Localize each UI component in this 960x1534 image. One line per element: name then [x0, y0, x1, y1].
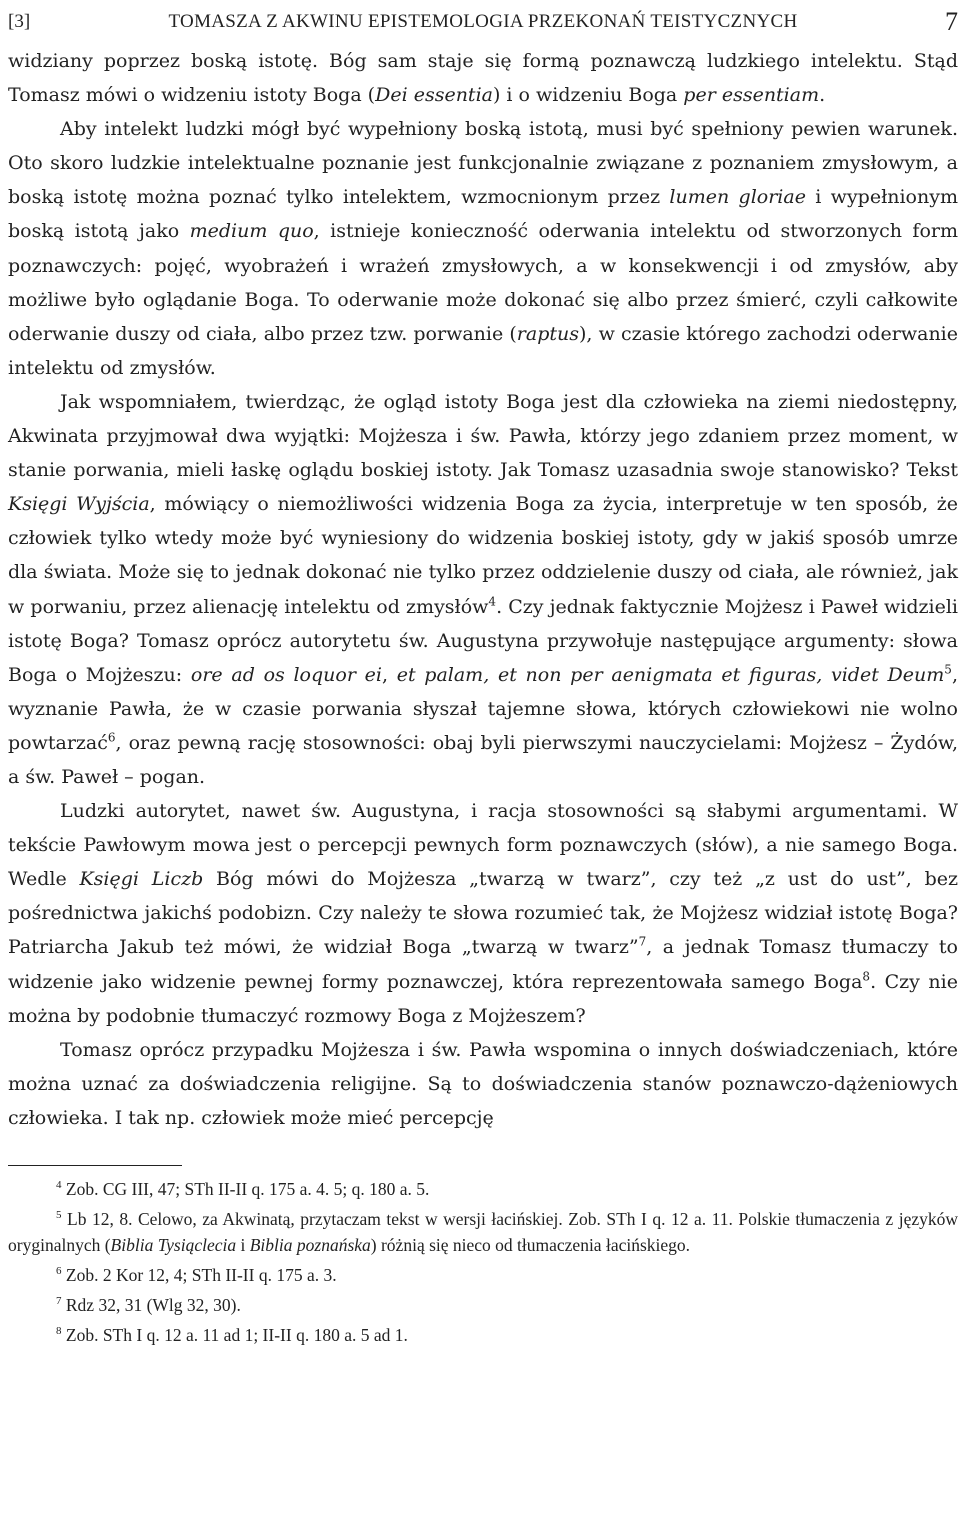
- body-paragraph: [8, 1033, 958, 1135]
- text-run: Bóg mówi do Mojżesza „twarzą w twarz”, czy też „z ust do ust”, bez pośrednictwa jakichś podobizn. Czy należy te słowa rozumieć tak, że Mojżesz widział istotę Boga? Patriarcha Jakub też mówi, że widział Boga „twarzą w twarz”: [8, 868, 958, 959]
- italic-text: Biblia Tysiąclecia: [110, 1235, 237, 1255]
- text-run: Tomasz oprócz przypadku Mojżesza i św. Pawła wspomina o innych doświadczeniach, które można uznać za doświadczenia religijne. Są to doświadczenia stanów poznawczo-dążeniowych człowieka. I tak np. człowiek może mieć percepcję: [8, 1038, 958, 1129]
- body-paragraph: [8, 44, 958, 112]
- footnote: [8, 1262, 958, 1288]
- text-run: Lb 12, 8. Celowo, za Akwinatą, przytaczam tekst w wersji łacińskiej. Zob. STh I q. 12 a. 11. Polskie tłumaczenia z języków oryginalnych (: [8, 1209, 958, 1255]
- footnote-marker: 7: [638, 935, 647, 950]
- text-run: , wyznanie Pawła, że w czasie porwania słyszał tajemne słowa, których człowiekowi nie wolno powtarzać: [8, 663, 958, 754]
- text-run: ), w czasie którego zachodzi oderwanie intelektu od zmysłów.: [8, 322, 959, 379]
- body-paragraph: [8, 385, 958, 794]
- text-run: , mówiący o niemożliwości widzenia Boga za życia, interpretuje w ten sposób, że człowiek tylko wtedy może być wyniesiony do widzenia boskiej istoty, gdy w jakiś sposób umrze dla świata. Może się to jednak dokonać nie tylko przez oddzielenie duszy od ciała, ale również, jak w porwaniu, przez alienację intelektu od zmysłów: [8, 493, 958, 618]
- footnote-marker: 4: [56, 1179, 62, 1192]
- footnote: [8, 1206, 958, 1258]
- text-run: .: [819, 84, 826, 107]
- text-run: ) różnią się nieco od tłumaczenia łacińskiego.: [370, 1235, 691, 1255]
- italic-text: lumen gloriae: [669, 186, 806, 209]
- text-run: , a jednak Tomasz tłumaczy to widzenie jako widzenie pewnej formy poznawczej, która reprezentowała samego Boga: [8, 936, 958, 993]
- document-page: [8, 0, 958, 1352]
- text-run: Zob. STh I q. 12 a. 11 ad 1; II-II q. 180 a. 5 ad 1.: [61, 1325, 408, 1345]
- italic-text: Księgi Wyjścia: [8, 493, 150, 516]
- running-header: [8, 2, 958, 42]
- footnote-marker: 7: [56, 1295, 62, 1308]
- text-run: ) i o widzeniu Boga: [492, 84, 684, 107]
- italic-text: medium quo: [189, 220, 314, 243]
- italic-text: Biblia poznańska: [249, 1235, 371, 1255]
- text-run: i wypełnionym boską istotą jako: [8, 186, 958, 243]
- text-run: widziany poprzez boską istotę. Bóg sam staje się formą poznawczą ludzkiego intelektu. Stąd Tomasz mówi o widzeniu istoty Boga (: [8, 50, 958, 107]
- body-paragraph: [8, 794, 958, 1033]
- text-run: . Czy jednak faktycznie Mojżesz i Paweł widzieli istotę Boga? Tomasz oprócz autorytetu św. Augustyna przywołuje następujące argumenty: słowa Boga o Mojżeszu:: [8, 595, 958, 686]
- body-paragraph: [8, 112, 958, 385]
- text-run: Jak wspomniałem, twierdząc, że ogląd istoty Boga jest dla człowieka na ziemi niedostępny, Akwinata przyjmował dwa wyjątki: Mojżesza i św. Pawła, którzy jego zdaniem przez moment, w stanie porwania, mieli łaskę oglądu boskiej istoty. Jak Tomasz uzasadnia swoje stanowisko? Tekst: [8, 390, 958, 482]
- footnote-marker: 8: [56, 1325, 62, 1338]
- footnote-marker: 4: [488, 594, 497, 609]
- italic-text: ore ad os loquor ei: [190, 663, 382, 686]
- footnote: [8, 1322, 958, 1348]
- running-title: TOMASZA Z AKWINU EPISTEMOLOGIA PRZEKONAŃ TEISTYCZNYCH: [168, 11, 798, 32]
- footnote-marker: 6: [56, 1265, 62, 1278]
- footnote: [8, 1176, 958, 1202]
- text-run: ,: [381, 663, 397, 686]
- italic-text: Księgi Liczb: [79, 868, 204, 891]
- text-run: i: [236, 1235, 250, 1255]
- section-reference: [3]: [8, 11, 31, 32]
- italic-text: raptus: [516, 322, 579, 345]
- text-run: Rdz 32, 31 (Wlg 32, 30).: [61, 1295, 241, 1315]
- italic-text: Dei essentia: [375, 84, 493, 107]
- footnote-marker: 5: [56, 1209, 62, 1222]
- italic-text: et palam, et non per aenigmata et figuras, videt Deum: [396, 663, 945, 686]
- text-run: Aby intelekt ludzki mógł być wypełniony boską istotą, musi być spełniony pewien warunek. Oto skoro ludzkie intelektualne poznanie jest funkcjonalnie związane z poznaniem zmysłowym, a boską istotę można poznać tylko intelektem, wzmocnionym przez: [8, 118, 958, 209]
- text-run: , istnieje konieczność oderwania intelektu od stworzonych form poznawczych: pojęć, wyobrażeń i wrażeń zmysłowych, a w konsekwencji i od zmysłów, aby możliwe było oglądanie Boga. To oderwanie może dokonać się albo przez śmierć, czyli całkowite oderwanie duszy od ciała, albo przez tzw. porwanie (: [8, 220, 958, 345]
- text-run: , oraz pewną rację stosowności: obaj byli pierwszymi nauczycielami: Mojżesz – Żydów, a św. Paweł – pogan.: [8, 731, 958, 788]
- text-run: Zob. 2 Kor 12, 4; STh II-II q. 175 a. 3.: [61, 1265, 337, 1285]
- main-text: [8, 44, 958, 1135]
- footnote-marker: 6: [107, 730, 116, 745]
- footnote: [8, 1292, 958, 1318]
- footnote-separator: [8, 1165, 182, 1166]
- text-run: . Czy nie można by podobnie tłumaczyć rozmowy Boga z Mojżeszem?: [8, 970, 958, 1027]
- text-run: Ludzki autorytet, nawet św. Augustyna, i racja stosowności są słabymi argumentami. W tekście Pawłowym mowa jest o percepcji pewnych form poznawczych (słów), a nie samego Boga. Wedle: [8, 800, 958, 891]
- text-run: Zob. CG III, 47; STh II-II q. 175 a. 4. 5; q. 180 a. 5.: [61, 1179, 430, 1199]
- footnotes: [8, 1176, 958, 1348]
- footnote-marker: 8: [862, 969, 871, 984]
- page-number: 7: [945, 7, 958, 36]
- italic-text: per essentiam: [683, 84, 820, 107]
- footnote-marker: 5: [944, 662, 952, 677]
